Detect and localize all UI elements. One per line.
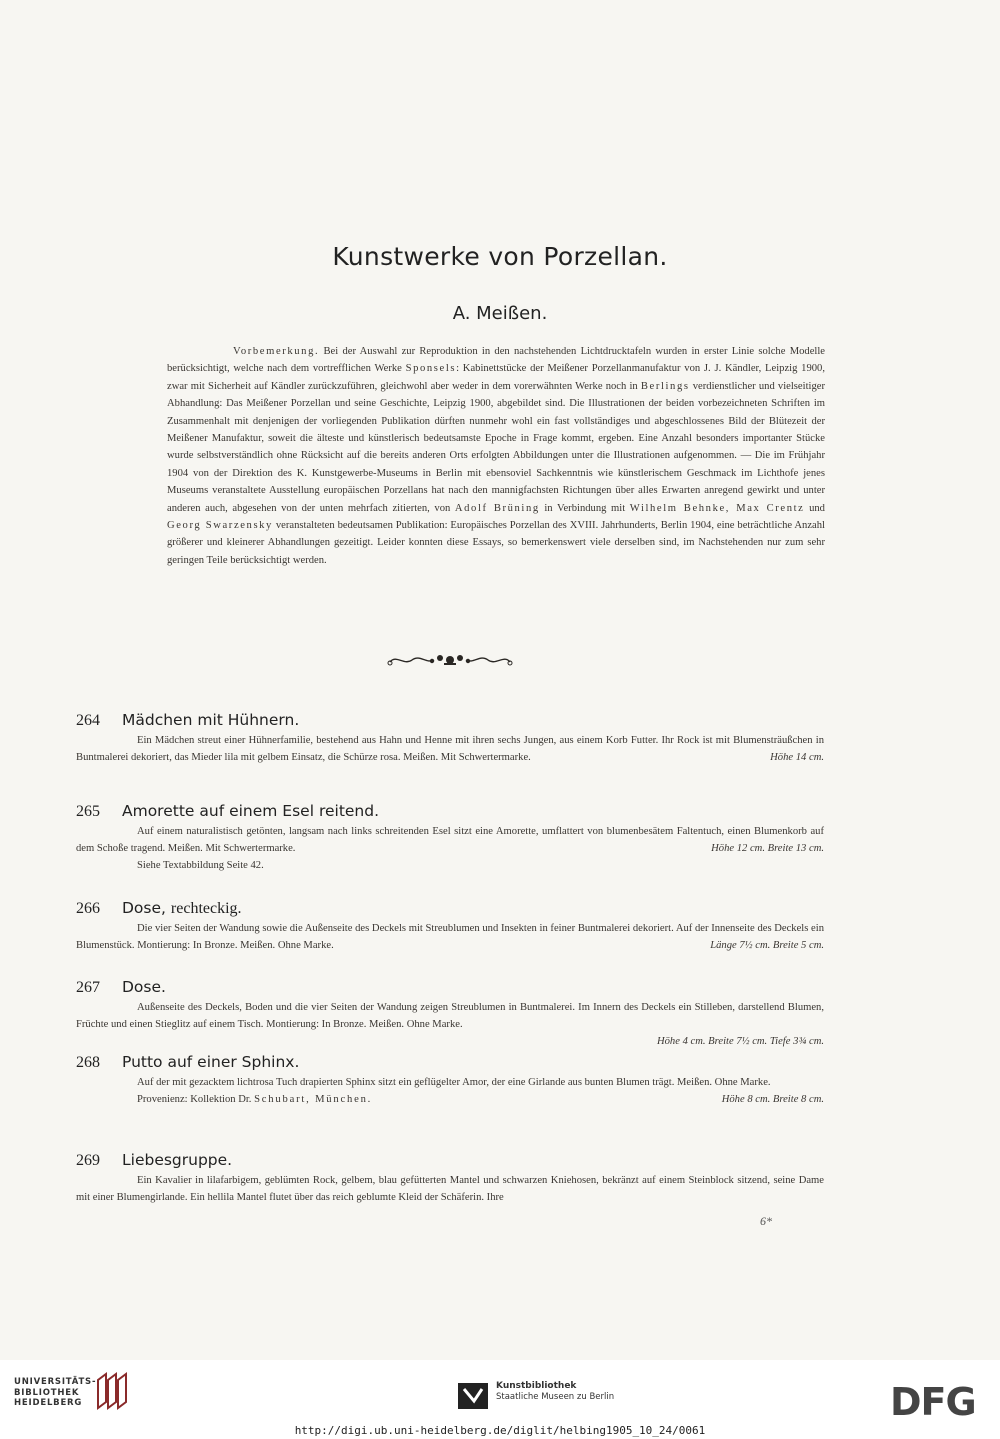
entry-number: 264 — [76, 712, 100, 729]
intro-name-behnke-crentz: Wilhelm Behnke, Max Crentz — [629, 502, 805, 514]
catalog-entry-265 — [76, 799, 824, 875]
intro-name-berling: Berlings — [640, 380, 690, 392]
source-url[interactable]: http://digi.ub.uni-heidelberg.de/diglit/helbing1905_10_24/0061 — [294, 1424, 706, 1437]
entry-number: 266 — [76, 900, 100, 917]
kunstbibliothek-text: Kunstbibliothek Staatliche Museen zu Berlin — [496, 1381, 615, 1402]
dfg-logo: DFG — [890, 1380, 976, 1424]
university-mark-icon — [94, 1372, 128, 1410]
page-title: Kunstwerke von Porzellan. — [332, 242, 668, 271]
entry-description: Die vier Seiten der Wandung sowie die Außenseite des Deckels mit Streublumen und Insekten in feiner Buntmalerei dekoriert. Auf der Innenseite des Deckels ein Blumenstück. Montierung: In Bronze. Meißen. Ohne Marke. — [76, 923, 824, 952]
entry-title: Putto auf einer Sphinx. — [122, 1053, 300, 1071]
entry-description: Auf einem naturalistisch getönten, langsam nach links schreitenden Esel sitzt eine Amorette, umflattert von blumenbesätem Faltentuch, einen Blumenkorb auf dem Schoße tragend. Meißen. Mit Schwertermarke. — [76, 826, 824, 855]
provenance-name: Schubart, München. — [254, 1094, 373, 1106]
footer-bar — [0, 1360, 1000, 1439]
entry-measurements: Höhe 14 cm. — [770, 752, 824, 764]
entry-measurements: Höhe 12 cm. Breite 13 cm. — [711, 843, 824, 855]
entry-description: Außenseite des Deckels, Boden und die vier Seiten der Wandung zeigen Streublumen in Buntmalerei. Im Innern des Deckels ein Stilleben, darstellend Blumen, Früchte und einen Stieglitz auf einem Tisch. Montierung: In Bronze. Meißen. Ohne Marke. — [76, 1002, 824, 1031]
entry-description: Auf der mit gezacktem lichtrosa Tuch drapierten Sphinx sitzt ein geflügelter Amor, der eine Girlande aus bunten Blumen trägt. Meißen. Ohne Marke. — [137, 1077, 771, 1088]
page-number: 6* — [760, 1214, 772, 1228]
entry-description: Ein Kavalier in lilafarbigem, geblümten Rock, gelbem, blau gefütterten Mantel und schwarzen Kniehosen, bekränzt auf einem Steinblock sitzend, seine Dame mit einer Blumengirlande. Ein hellila Mantel flutet über das reich geblumte Kleid der Schäferin. Ihre — [76, 1175, 824, 1204]
entry-note: Siehe Textabbildung Seite 42. — [137, 860, 264, 872]
intro-text-4: in Verbindung mit — [539, 502, 630, 514]
entry-number: 267 — [76, 979, 100, 996]
entry-title: Dose, — [122, 899, 166, 917]
kunstbibliothek-logo-icon — [458, 1383, 488, 1409]
university-library-logo: UNIVERSITÄTS- BIBLIOTHEK HEIDELBERG — [14, 1377, 97, 1408]
section-title: A. Meißen. — [452, 303, 548, 324]
ornament-divider-icon — [386, 650, 514, 670]
entry-measurements: Höhe 8 cm. Breite 8 cm. — [721, 1094, 824, 1106]
entry-number: 268 — [76, 1054, 100, 1071]
intro-name-sponsel: Sponsels — [405, 363, 457, 375]
entry-title: Dose. — [122, 978, 166, 996]
entry-title: Mädchen mit Hühnern. — [122, 711, 300, 729]
intro-lead: Vorbemerkung. — [233, 346, 320, 357]
entry-number: 269 — [76, 1152, 100, 1169]
intro-text-1: Bei der Auswahl zur Reproduktion in den nachstehenden Lichtdrucktafeln wurden in erster Linie solche Modelle berücksichtigt, welche nach dem vortrefflichen Werke — [167, 346, 825, 375]
catalog-entry-267 — [76, 975, 824, 1051]
catalog-entry-264 — [76, 708, 824, 766]
intro-text-3: verdienstlicher und vielseitiger Abhandlung: Das Meißener Porzellan und seine Geschichte, Leipzig 1900, abgebildet sind. Die Illustrationen der beiden vorbezeichneten Schriften im Zusammenhalt mit denjenigen der vorliegenden Publikation dürften nunmehr wohl ein fast vollständiges und abgeschlossenes Bild der Blütezeit der Meißener Manufaktur, soweit die älteste und künstlerisch bedeutsamste Epoche in Frage kommt, ergeben. Eine Anzahl besonders importanter Stücke wurde selbstverständlich ohne Rücksicht auf die bereits anderen Orts erfolgten Abbildungen unter die Illustrationen aufgenommen. — Die im Frühjahr 1904 von der Direktion des K. Kunstgewerbe-Museums in Berlin mit ebensoviel Sachkenntnis wie künstlerischem Geschmack im Lichthofe jenes Museums veranstaltete Ausstellung europäischen Porzellans hat nach den mannigfachsten Richtungen über alles Erwarten anregend gewirkt und unter anderen auch, abgesehen von der unten mehrfach zitierten, von — [167, 380, 825, 514]
catalog-entry-268 — [76, 1050, 824, 1108]
entry-number: 265 — [76, 803, 100, 820]
intro-text-2: : Kabinettstücke der Meißener Porzellanmanufaktur von J. J. Kändler, Leipzig 1900, zwar mit Sicherheit auf Kändler zurückzuführen, gleichwohl aber weder in dem vorerwähnten Werke noch in — [167, 363, 825, 392]
catalog-entry-269 — [76, 1148, 824, 1206]
entry-measurements: Höhe 4 cm. Breite 7½ cm. Tiefe 3¾ cm. — [656, 1036, 824, 1048]
entry-measurements: Länge 7½ cm. Breite 5 cm. — [710, 940, 824, 952]
intro-name-bruening: Adolf Brüning — [454, 502, 540, 514]
intro-text-6: veranstalteten bedeutsamen Publikation: Europäisches Porzellan des XVIII. Jahrhunderts, Berlin 1904, eine beträchtliche Anzahl größerer und kleinerer Abhandlungen gezeitigt. Leider konnten diese Essays, so bemerkenswert viele derselben sind, im Nachstehenden nur zum sehr geringen Teile berücksichtigt werden. — [167, 520, 825, 566]
intro-name-swarzensky: Georg Swarzensky — [167, 520, 273, 532]
intro-text-5: und — [804, 502, 825, 514]
catalog-entry-266 — [76, 896, 824, 954]
entry-title-sub: rechteckig. — [170, 900, 242, 917]
provenance-label: Provenienz: Kollektion Dr. — [137, 1094, 252, 1106]
entry-title: Liebesgruppe. — [122, 1151, 233, 1169]
intro-paragraph — [167, 343, 825, 569]
entry-title: Amorette auf einem Esel reitend. — [122, 802, 380, 820]
entry-description: Ein Mädchen streut einer Hühnerfamilie, bestehend aus Hahn und Henne mit ihren sechs Jungen, aus einem Korb Futter. Ihr Rock ist mit Blumensträußchen in Buntmalerei dekoriert, das Mieder lila mit gelbem Einsatz, die Schürze rosa. Meißen. Mit Schwertermarke. — [76, 735, 824, 764]
